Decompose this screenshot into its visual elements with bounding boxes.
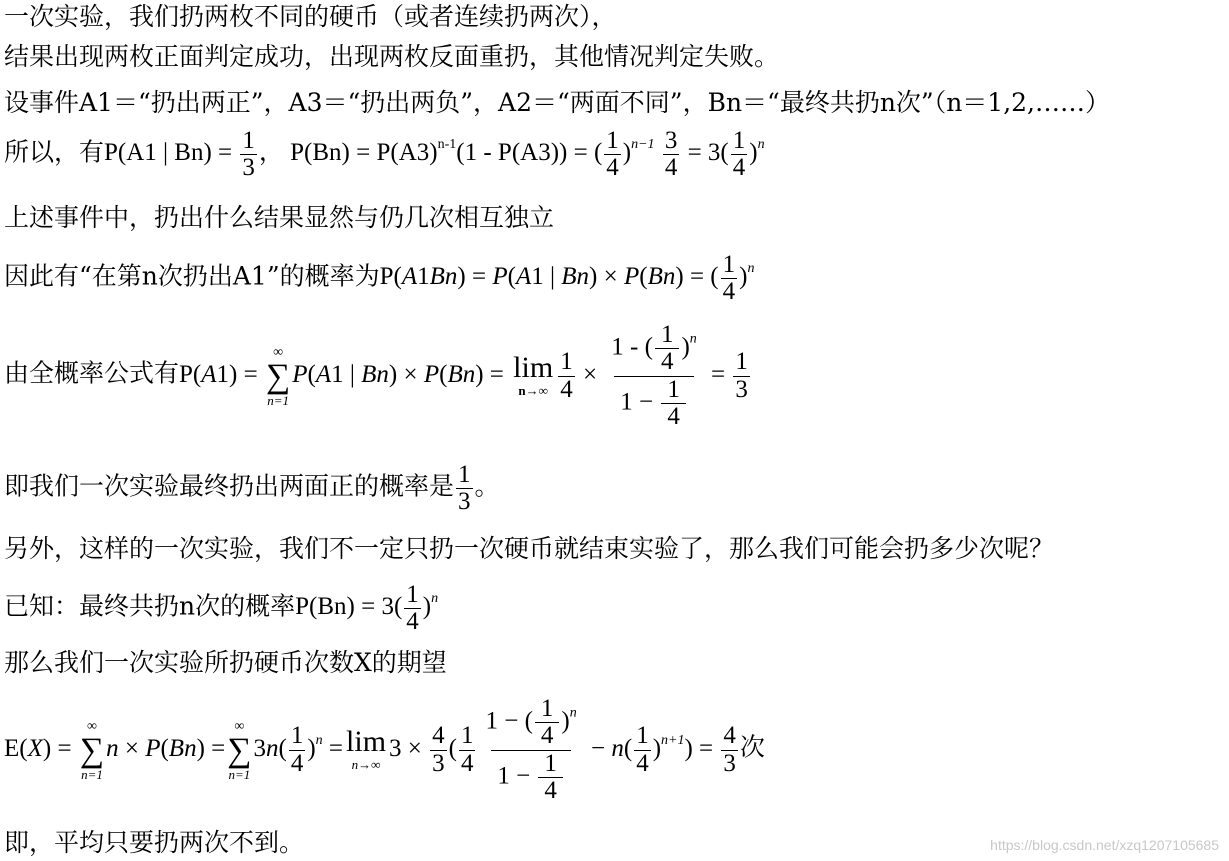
text-line-5: 上述事件中，扔出什么结果显然与仍几次相互独立: [4, 203, 555, 232]
line-6-prefix: 因此有“在第n次扔出A1”的概率为: [4, 261, 380, 291]
formula-expectation: E(X) = ∞ ∑ n=1 n × P(Bn) = ∞ ∑ n=1 3n( $\frac{1}{4}$ )$^n$ = lim n→∞ 3 × $\frac{4}{3}$ ( $\frac{1}{4}$ 1 − ( $\frac{1}{4}$ )$^n$ 1 − $\frac{1}{4}$ − n( $\frac{1}{4}$ )$^{n+1}$) = $\frac{4}{3}$: [4, 695, 736, 804]
result-one-third: $\frac{1}{3}$: [458, 461, 471, 516]
text-line-11: 那么我们一次实验所扔硬币次数X的期望: [4, 648, 447, 677]
line-8-prefix: 即我们一次实验最终扔出两面正的概率是: [4, 471, 455, 501]
text-line-2: 结果出现两枚正面判定成功，出现两枚反面重扔，其他情况判定失败。: [4, 42, 780, 71]
formula-p-bn: P(Bn) = 3( $\frac{1}{4}$ )$^n$: [295, 581, 439, 636]
text-line-13: 即，平均只要扔两次不到。: [4, 828, 305, 857]
formula-line-7: [4, 322, 752, 430]
line-8-suffix: 。: [474, 471, 500, 501]
formula-line-6: [4, 252, 754, 306]
line-12-suffix: 次: [739, 732, 765, 762]
line-7-prefix: 由全概率公式有: [4, 358, 180, 388]
line-10-prefix: 已知：最终共扔n次的概率: [4, 591, 296, 621]
formula-joint-prob: P(A1Bn) = P(A1 | Bn) × P(Bn) = ( $\frac{1}{4}$ )$^n$: [379, 251, 755, 306]
watermark: https://blog.csdn.net/xzq1207105685: [990, 837, 1219, 853]
formula-line-12: [4, 696, 765, 804]
formula-line-10: [4, 582, 438, 636]
formula-total-prob: P(A1) = ∞ ∑ n=1 P(A1 | Bn) × P(Bn) = lim n→∞ $\frac{1}{4}$ × 1 - ( $\frac{1}{4}$ )$^n$ 1 − $\frac{1}{4}$ = $\frac{1}{3}$: [179, 321, 748, 430]
formula-line-8: [4, 462, 500, 516]
text-line-1: 一次实验，我们扔两枚不同的硬币（或者连续扔两次），: [4, 2, 617, 31]
text-line-9: 另外，这样的一次实验，我们不一定只扔一次硬币就结束实验了，那么我们可能会扔多少次呢？: [4, 534, 1055, 563]
text-line-3-event-definitions: 设事件A1＝“扔出两正”，A3＝“扔出两负”，A2＝“两面不同”，Bn＝“最终共扔n次”（n＝1,2,……）: [4, 88, 1111, 117]
formula-conditional-prob: P(A1 | Bn) = $\frac{1}{3}$ ， $P(Bn) = P(A3)^{n-1}(1 - P(A3))$ = ( $\frac{1}{4}$ )$^{n-1}$ $\frac{3}{4}$ = 3( $\frac{1}{4}$ )$^n$: [104, 127, 765, 182]
line-4-prefix: 所以，有: [4, 137, 105, 167]
formula-line-4: [4, 128, 765, 182]
